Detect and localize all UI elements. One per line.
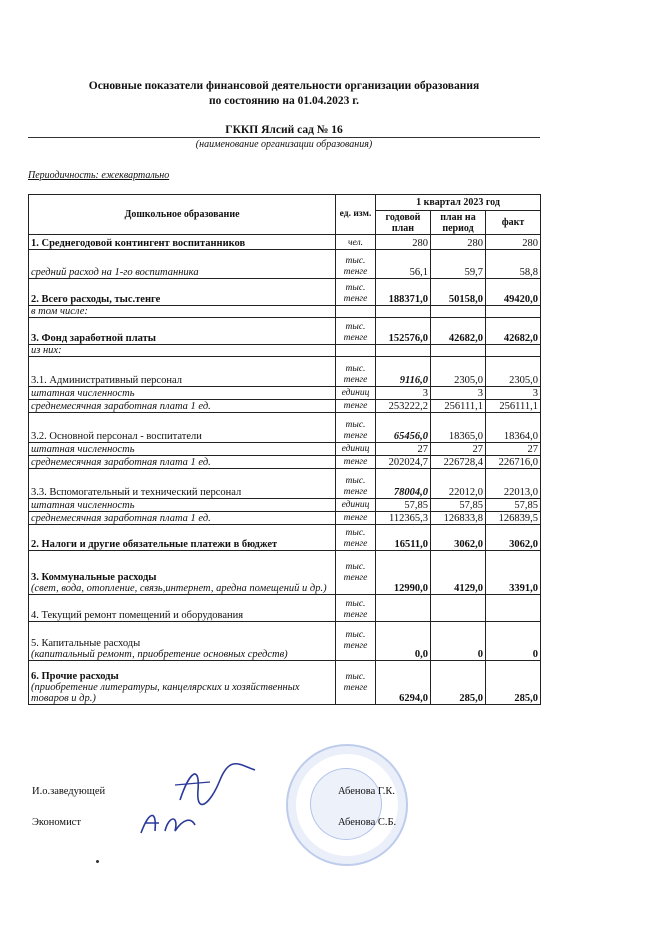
table-row [29,499,541,512]
table-row [29,551,541,595]
row-unit: чел. [336,235,376,250]
table-row [29,443,541,456]
row-label: штатная численность [29,387,336,400]
row-unit: тенге [336,400,376,413]
row-plan-year: 188371,0 [376,279,431,306]
table-row [29,250,541,279]
row-fact [486,306,541,318]
row-sublabel: (свет, вода, отопление, связь,интернет, аредна помещений и др.) [31,583,327,594]
row-label: 3.3. Вспомогательный и технический персонал [29,469,336,499]
row-label: 3.1. Административный персонал [29,357,336,387]
row-plan-year: 6294,0 [376,661,431,705]
row-plan-year: 3 [376,387,431,400]
row-plan-year: 56,1 [376,250,431,279]
organization-caption: (наименование организации образования) [195,139,373,150]
row-label: среднемесячная заработная плата 1 ед. [29,512,336,525]
row-plan-period: 27 [431,443,486,456]
row-unit: тыс. тенге [336,551,376,595]
economist-name: Абенова С.Б. [338,817,397,828]
row-plan-period: 280 [431,235,486,250]
row-plan-period: 57,85 [431,499,486,512]
header-plan-year: годовой план [376,211,431,235]
row-plan-year: 27 [376,443,431,456]
row-fact [486,595,541,622]
row-label: штатная численность [29,499,336,512]
row-sublabel: (приобретение литературы, канцелярских и хозяйственных товаров и др.) [31,682,300,704]
table-row [29,357,541,387]
row-unit: тыс. тенге [336,279,376,306]
row-plan-year: 57,85 [376,499,431,512]
row-fact: 42682,0 [486,318,541,345]
table-row [29,469,541,499]
report-title-line1: Основные показатели финансовой деятельности организации образования [88,80,480,92]
row-unit [336,306,376,318]
row-plan-period [431,595,486,622]
table-row [29,512,541,525]
row-plan-period: 256111,1 [431,400,486,413]
row-unit: тыс. тенге [336,525,376,551]
header-unit: ед. изм. [336,195,376,235]
row-plan-period [431,306,486,318]
table-row [29,400,541,413]
row-plan-year: 280 [376,235,431,250]
row-unit: тыс. тенге [336,469,376,499]
financial-table [28,194,541,705]
row-plan-period: 59,7 [431,250,486,279]
row-plan-year [376,306,431,318]
row-plan-year: 78004,0 [376,469,431,499]
row-plan-year: 253222,2 [376,400,431,413]
row-fact: 49420,0 [486,279,541,306]
row-plan-year [376,345,431,357]
organization-name: ГККП Ялсий сад № 16 [28,124,540,138]
row-plan-period: 50158,0 [431,279,486,306]
row-label: 3.2. Основной персонал - воспитатели [29,413,336,443]
row-label: 3. Коммунальные расходы [31,572,157,583]
row-plan-period: 3 [431,387,486,400]
row-fact: 57,85 [486,499,541,512]
table-row [29,318,541,345]
signature-head [170,760,260,810]
scan-mark [96,860,99,863]
row-label-group [29,551,336,595]
row-plan-period: 126833,8 [431,512,486,525]
row-fact [486,345,541,357]
stamp-emblem [310,768,382,840]
row-fact: 27 [486,443,541,456]
row-fact: 280 [486,235,541,250]
row-unit: тыс. тенге [336,250,376,279]
table-row [29,622,541,661]
header-quarter: 1 квартал 2023 год [376,195,541,211]
table-row [29,595,541,622]
row-plan-year: 152576,0 [376,318,431,345]
row-fact: 3391,0 [486,551,541,595]
row-plan-period [431,345,486,357]
table-row [29,235,541,250]
row-fact: 3062,0 [486,525,541,551]
row-fact: 0 [486,622,541,661]
row-unit: тенге [336,456,376,469]
header-plan-period: план на период [431,211,486,235]
economist-role: Экономист [32,817,81,828]
row-label: среднемесячная заработная плата 1 ед. [29,400,336,413]
row-fact: 22013,0 [486,469,541,499]
row-label: в том числе: [29,306,336,318]
table-row [29,661,541,705]
table-row [29,456,541,469]
row-plan-year: 12990,0 [376,551,431,595]
table-row [29,413,541,443]
row-plan-year: 16511,0 [376,525,431,551]
row-plan-period: 0 [431,622,486,661]
row-unit: тыс. тенге [336,357,376,387]
row-label: 2. Налоги и другие обязательные платежи в бюджет [29,525,336,551]
row-label: 6. Прочие расходы [31,671,119,682]
row-fact: 2305,0 [486,357,541,387]
row-plan-period: 42682,0 [431,318,486,345]
row-label-group [29,661,336,705]
row-fact: 3 [486,387,541,400]
row-plan-period: 285,0 [431,661,486,705]
row-label: 5. Капитальные расходы [31,638,141,649]
row-label: 3. Фонд заработной платы [29,318,336,345]
row-fact: 18364,0 [486,413,541,443]
row-plan-period: 18365,0 [431,413,486,443]
table-row [29,279,541,306]
row-unit: единиц [336,443,376,456]
row-label: штатная численность [29,443,336,456]
row-plan-period: 4129,0 [431,551,486,595]
row-label: 1. Среднегодовой контингент воспитанников [29,235,336,250]
row-label: 2. Всего расходы, тыс.тенге [29,279,336,306]
row-label: средний расход на 1-го воспитанника [29,250,336,279]
row-plan-year: 112365,3 [376,512,431,525]
row-label: из них: [29,345,336,357]
table-row [29,525,541,551]
row-unit: тыс. тенге [336,661,376,705]
official-stamp [286,744,408,866]
header-name: Дошкольное образование [29,195,336,235]
row-plan-year: 65456,0 [376,413,431,443]
row-label-group [29,622,336,661]
row-plan-year: 0,0 [376,622,431,661]
periodicity-label: Периодичность: ежеквартально [28,170,170,181]
row-unit [336,345,376,357]
row-fact: 285,0 [486,661,541,705]
row-unit: тыс. тенге [336,622,376,661]
row-unit: тыс. тенге [336,595,376,622]
row-plan-period: 226728,4 [431,456,486,469]
row-sublabel: (капитальный ремонт, приобретение основных средств) [31,649,288,660]
row-plan-period: 2305,0 [431,357,486,387]
row-fact: 226716,0 [486,456,541,469]
row-plan-year: 9116,0 [376,357,431,387]
row-label: среднемесячная заработная плата 1 ед. [29,456,336,469]
row-label: 4. Текущий ремонт помещений и оборудования [29,595,336,622]
row-plan-period: 3062,0 [431,525,486,551]
row-plan-period: 22012,0 [431,469,486,499]
row-plan-year [376,595,431,622]
table-row [29,345,541,357]
row-unit: тенге [336,512,376,525]
signature-economist [135,805,215,841]
head-role: И.о.заведующей [32,786,106,797]
head-name: Абенова Г.К. [338,786,396,797]
report-title-line2: по состоянию на 01.04.2023 г. [208,95,360,107]
row-plan-year: 202024,7 [376,456,431,469]
header-fact: факт [486,211,541,235]
row-unit: единиц [336,387,376,400]
table-row [29,387,541,400]
row-unit: тыс. тенге [336,413,376,443]
row-fact: 256111,1 [486,400,541,413]
table-row [29,306,541,318]
row-unit: единиц [336,499,376,512]
row-fact: 58,8 [486,250,541,279]
row-fact: 126839,5 [486,512,541,525]
row-unit: тыс. тенге [336,318,376,345]
